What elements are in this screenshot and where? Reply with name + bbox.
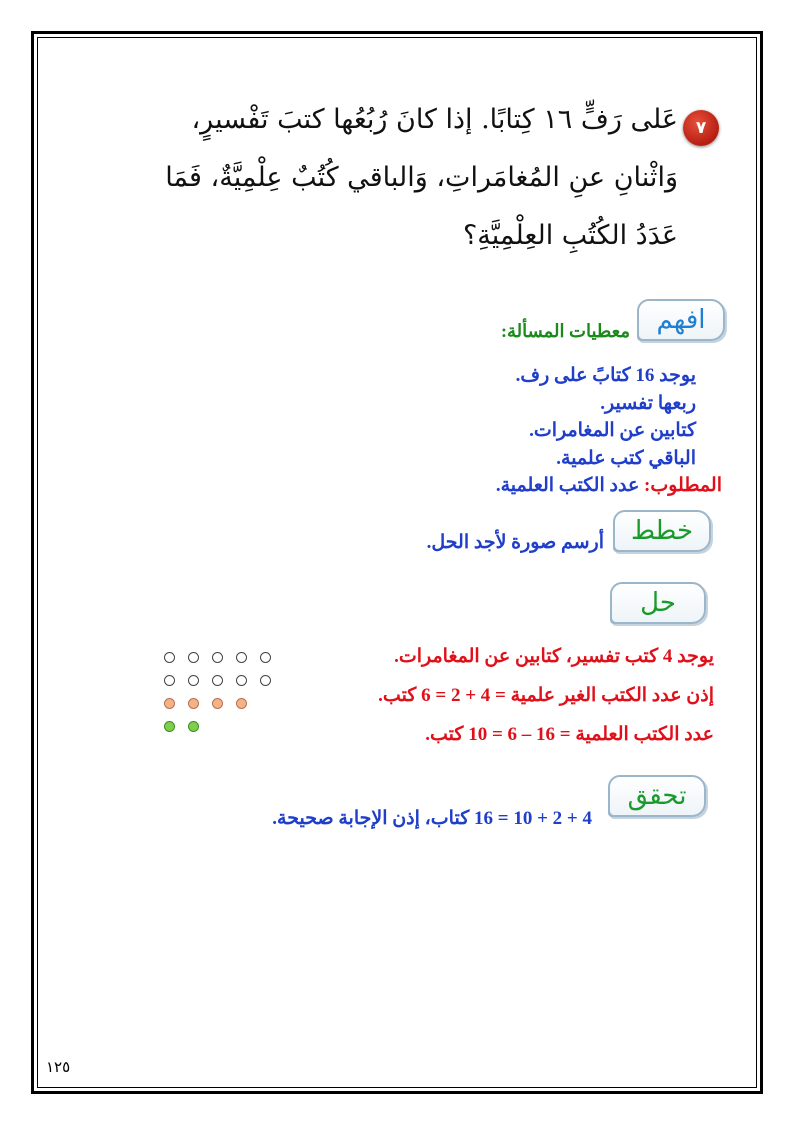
- green-dot: [188, 721, 199, 732]
- solve-line-2: إذن عدد الكتب الغير علمية = 4 + 2 = 6 كتب.: [378, 685, 714, 706]
- orange-dot: [236, 698, 247, 709]
- required-line: [496, 474, 722, 497]
- white-dot: [260, 652, 271, 663]
- white-dot: [212, 652, 223, 663]
- plan-badge-label: خطط: [630, 516, 694, 546]
- givens-heading: معطيات المسألة:: [500, 321, 630, 341]
- required-text: عدد الكتب العلمية.: [495, 475, 640, 496]
- solve-badge: [610, 582, 706, 624]
- plan-text: أرسم صورة لأجد الحل.: [426, 532, 604, 553]
- white-dot: [236, 652, 247, 663]
- check-badge-label: تحقق: [627, 781, 687, 811]
- green-dot: [164, 721, 175, 732]
- page-border-inner: [37, 37, 757, 1088]
- page-number: ١٢٥: [46, 1058, 71, 1076]
- orange-dot: [212, 698, 223, 709]
- orange-dot: [188, 698, 199, 709]
- problem-line-2: وَاثْنانِ عنِ المُغامَراتِ، وَالباقي كُتُبٌ عِلْمِيَّةٌ، فَمَا: [165, 162, 678, 193]
- understand-badge-label: افهم: [656, 305, 706, 335]
- understand-badge: [637, 299, 725, 341]
- problem-line-1: عَلى رَفٍّ ١٦ كِتابًا. إذا كانَ رُبُعُها كتبَ تَفْسيرٍ،: [191, 104, 678, 135]
- white-dot: [164, 652, 175, 663]
- white-dot: [212, 675, 223, 686]
- solve-line-3: عدد الكتب العلمية = 16 – 6 = 10 كتب.: [425, 724, 714, 745]
- required-label: المطلوب:: [644, 475, 722, 496]
- plan-badge: [613, 510, 711, 552]
- white-dot: [188, 652, 199, 663]
- white-dot: [164, 675, 175, 686]
- given-2: ربعها تفسير.: [600, 393, 696, 414]
- white-dot: [260, 675, 271, 686]
- solve-badge-label: حل: [640, 588, 676, 618]
- orange-dot: [164, 698, 175, 709]
- solve-line-1: يوجد 4 كتب تفسير، كتابين عن المغامرات.: [394, 646, 714, 667]
- given-1: يوجد 16 كتابً على رف.: [515, 365, 696, 386]
- check-text: 4 + 2 + 10 = 16 كتاب، إذن الإجابة صحيحة.: [272, 808, 592, 829]
- problem-line-3: عَدَدُ الكُتُبِ العِلْمِيَّةِ؟: [462, 220, 678, 251]
- given-3: كتابين عن المغامرات.: [529, 420, 696, 441]
- white-dot: [236, 675, 247, 686]
- white-dot: [188, 675, 199, 686]
- problem-number-badge: ٧: [683, 110, 719, 146]
- check-badge: [608, 775, 706, 817]
- given-4: الباقي كتب علمية.: [556, 448, 696, 469]
